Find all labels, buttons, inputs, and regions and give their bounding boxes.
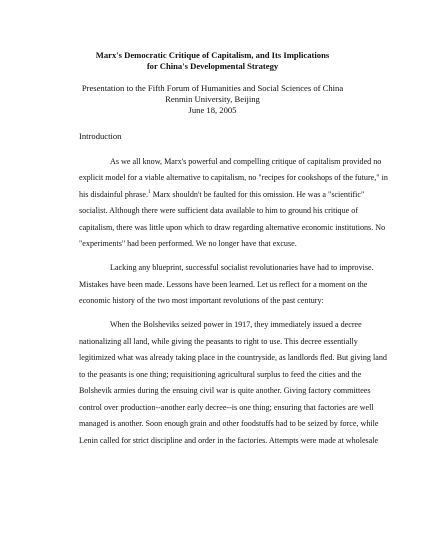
body-line-text: Marx shouldn't be faulted for this omission. He was a "scientific"	[150, 190, 365, 199]
body-line: legitimized what was already taking place in the countryside, as landlords fled. But giving land	[79, 353, 387, 362]
body-line: socialist. Although there were sufficient data available to him to ground his critique of	[79, 206, 359, 215]
body-line: explicit model for a viable alternative to capitalism, no "recipes for cookshops of the future," in	[79, 173, 388, 182]
body-line: capitalism, there was little upon which to draw regarding alternative economic institutions. No	[79, 223, 386, 232]
section-heading: Introduction	[79, 131, 122, 141]
body-line: control over production--another early decree--is one thing; ensuring that factories are well	[79, 403, 374, 412]
body-line: Lenin called for strict discipline and order in the factories. Attempts were made at wholesale	[79, 436, 379, 445]
title-line-1: Marx's Democratic Critique of Capitalism, and Its Implications	[95, 50, 330, 60]
title-line-2: for China's Developmental Strategy	[146, 61, 279, 71]
body-line: Bolshevik armies during the ensuing civil war is quite another. Giving factory committees	[79, 386, 371, 395]
subtitle-venue: Renmin University, Beijing	[165, 94, 260, 104]
body-line: As we all know, Marx's powerful and compelling critique of capitalism provided no	[110, 157, 382, 166]
footnote-marker[interactable]: 1	[148, 189, 151, 195]
subtitle-event: Presentation to the Fifth Forum of Humanities and Social Sciences of China	[81, 83, 344, 93]
body-line-text: his disdainful phrase.	[79, 190, 149, 199]
body-line: to the peasants is one thing; requisitioning agricultural surplus to feed the cities and the	[79, 370, 362, 379]
body-line	[79, 189, 379, 200]
body-line: When the Bolsheviks seized power in 1917, they immediately issued a decree	[110, 320, 362, 329]
body-line: economic history of the two most important revolutions of the past century:	[79, 296, 324, 305]
body-line: Lacking any blueprint, successful socialist revolutionaries have had to improvise.	[110, 263, 374, 272]
subtitle-date: June 18, 2005	[188, 105, 237, 115]
body-line: nationalizing all land, while giving the peasants to right to use. This decree essentially	[79, 337, 358, 346]
body-line: Mistakes have been made. Lessons have been learned. Let us reflect for a moment on the	[79, 280, 368, 289]
body-line: "experiments" had been performed. We no longer have that excuse.	[79, 239, 297, 248]
body-line: managed is another. Soon enough grain and other foodstuffs had to be seized by force, while	[79, 419, 379, 428]
